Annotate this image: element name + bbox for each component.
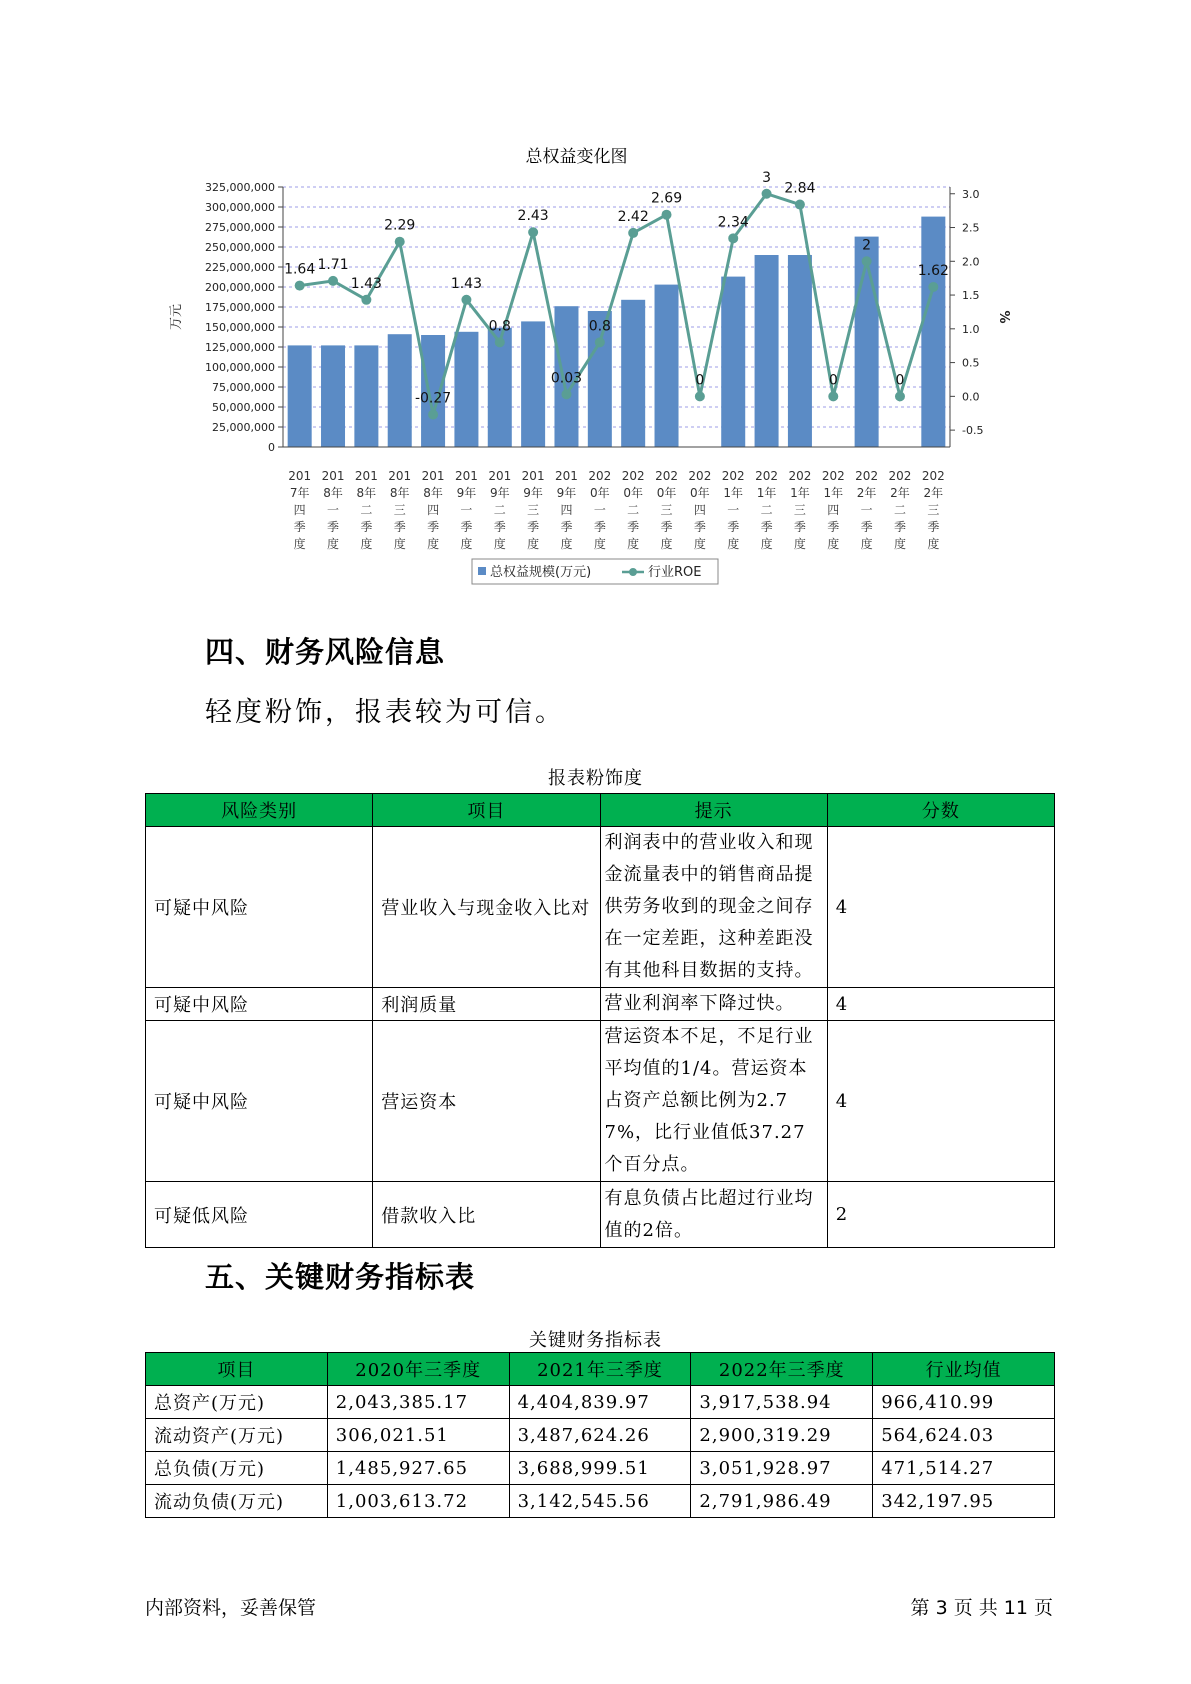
x-tick-label: 度 xyxy=(393,537,406,551)
bar xyxy=(388,334,412,447)
y-tick-label: 25,000,000 xyxy=(212,421,275,434)
y2-tick-label: -0.5 xyxy=(962,424,984,438)
chart-title: 总权益变化图 xyxy=(525,147,628,167)
roe-data-label: 2.84 xyxy=(784,180,816,197)
x-tick-label: 季 xyxy=(527,520,540,534)
y-tick-label: 75,000,000 xyxy=(212,381,275,394)
equity-chart xyxy=(160,140,1040,600)
roe-data-label: -0.27 xyxy=(414,390,452,407)
bar xyxy=(755,255,779,447)
x-tick-label: 201 xyxy=(354,469,378,483)
x-tick-label: 三 xyxy=(660,503,673,517)
x-tick-label: 度 xyxy=(827,537,840,551)
x-tick-label: 9年 xyxy=(556,486,577,500)
x-tick-label: 度 xyxy=(327,537,340,551)
x-tick-label: 202 xyxy=(821,469,845,483)
risk-category: 可疑低风险 xyxy=(146,1182,373,1248)
x-tick-label: 三 xyxy=(393,503,406,517)
legend-line-marker xyxy=(629,568,637,576)
x-tick-label: 三 xyxy=(927,503,940,517)
risk-hint: 利润表中的营业收入和现金流量表中的销售商品提供劳务收到的现金之间存在一定差距，这种差距没有其他科目数据的支持。 xyxy=(600,827,827,988)
x-tick-label: 季 xyxy=(293,520,306,534)
roe-data-label: 2 xyxy=(862,237,872,254)
x-tick-label: 季 xyxy=(693,520,706,534)
x-tick-label: 度 xyxy=(727,537,740,551)
x-tick-label: 度 xyxy=(593,537,606,551)
x-tick-label: 度 xyxy=(293,537,306,551)
x-tick-label: 季 xyxy=(427,520,440,534)
x-tick-label: 201 xyxy=(454,469,478,483)
table-row xyxy=(146,1182,1055,1248)
x-tick-label: 8年 xyxy=(356,486,377,500)
x-tick-label: 8年 xyxy=(389,486,410,500)
x-tick-label: 201 xyxy=(488,469,512,483)
x-tick-label: 201 xyxy=(321,469,345,483)
legend-bar-label: 总权益规模(万元) xyxy=(490,565,592,580)
kpi-label: 流动资产(万元) xyxy=(146,1419,328,1452)
roe-point xyxy=(762,189,772,199)
x-tick-label: 2年 xyxy=(890,486,910,500)
y-tick-label: 0 xyxy=(268,441,275,454)
x-tick-label: 一 xyxy=(860,503,873,517)
y2-tick-label: 0.0 xyxy=(962,390,980,404)
x-tick-label: 1年 xyxy=(756,486,777,500)
kpi-value: 2,791,986.49 xyxy=(691,1485,873,1518)
x-tick-label: 一 xyxy=(727,503,740,517)
header-cell: 2021年三季度 xyxy=(509,1353,691,1386)
x-tick-label: 202 xyxy=(655,469,678,483)
roe-data-label: 1.43 xyxy=(450,275,483,292)
x-tick-label: 202 xyxy=(721,469,745,483)
x-tick-label: 度 xyxy=(493,537,506,551)
x-tick-label: 四 xyxy=(693,503,706,517)
x-tick-label: 202 xyxy=(588,469,612,483)
risk-table xyxy=(145,793,1055,1248)
header-cell: 2022年三季度 xyxy=(691,1353,873,1386)
bar xyxy=(921,217,945,447)
roe-point xyxy=(528,227,538,237)
roe-point xyxy=(695,391,705,401)
risk-hint: 营业利润率下降过快。 xyxy=(600,988,827,1021)
x-tick-label: 0年 xyxy=(690,486,710,500)
x-tick-label: 三 xyxy=(527,503,540,517)
x-tick-label: 8年 xyxy=(423,486,443,500)
risk-table-header xyxy=(146,794,1055,827)
table-row xyxy=(146,1386,1055,1419)
legend-bar-swatch xyxy=(478,567,486,575)
roe-data-label: 3 xyxy=(762,169,772,186)
x-tick-label: 0年 xyxy=(656,486,677,500)
x-tick-label: 1年 xyxy=(823,486,844,500)
y2-axis-label: % xyxy=(996,310,1011,324)
roe-point xyxy=(495,337,505,347)
y-axis-label: 万元 xyxy=(169,303,184,331)
bar xyxy=(788,255,812,447)
table-row xyxy=(146,988,1055,1021)
x-tick-label: 度 xyxy=(627,537,640,551)
y-tick-label: 250,000,000 xyxy=(205,241,275,254)
x-tick-label: 202 xyxy=(755,469,779,483)
roe-point xyxy=(428,410,438,420)
x-tick-label: 201 xyxy=(521,469,545,483)
roe-point xyxy=(662,210,672,220)
y2-tick-label: 1.5 xyxy=(962,289,980,303)
y-tick-label: 300,000,000 xyxy=(205,201,275,214)
x-tick-label: 季 xyxy=(460,520,473,534)
roe-data-label: 2.34 xyxy=(717,214,749,231)
bar xyxy=(288,345,312,447)
y2-tick-label: 2.5 xyxy=(962,221,980,235)
roe-point xyxy=(361,295,371,305)
x-tick-label: 度 xyxy=(360,537,373,551)
y-tick-label: 200,000,000 xyxy=(205,281,275,294)
x-tick-label: 201 xyxy=(288,469,312,483)
x-tick-label: 二 xyxy=(760,503,773,517)
x-tick-label: 202 xyxy=(788,469,812,483)
risk-table-caption: 报表粉饰度 xyxy=(548,768,643,789)
roe-point xyxy=(628,228,638,238)
risk-category: 可疑中风险 xyxy=(146,827,373,988)
footer-left: 内部资料，妥善保管 xyxy=(145,1597,317,1619)
x-tick-label: 季 xyxy=(327,520,340,534)
x-tick-label: 二 xyxy=(893,503,906,517)
roe-point xyxy=(295,281,305,291)
x-tick-label: 度 xyxy=(660,537,673,551)
kpi-value: 342,197.95 xyxy=(873,1485,1055,1518)
header-cell: 提示 xyxy=(600,794,827,827)
x-tick-label: 201 xyxy=(555,469,578,483)
header-cell: 分数 xyxy=(827,794,1054,827)
roe-data-label: 1.64 xyxy=(284,261,316,278)
table-row xyxy=(146,827,1055,988)
header-cell: 风险类别 xyxy=(146,794,373,827)
risk-score: 4 xyxy=(827,1021,1054,1182)
table-row xyxy=(146,1485,1055,1518)
x-tick-label: 季 xyxy=(727,520,740,534)
x-tick-label: 季 xyxy=(860,520,873,534)
bar xyxy=(321,345,345,447)
kpi-value: 2,043,385.17 xyxy=(327,1386,509,1419)
x-tick-label: 0年 xyxy=(623,486,643,500)
x-tick-label: 2年 xyxy=(856,486,877,500)
x-tick-label: 度 xyxy=(860,537,873,551)
roe-data-label: 0.8 xyxy=(488,318,511,335)
x-tick-label: 一 xyxy=(460,503,473,517)
x-tick-label: 度 xyxy=(427,537,440,551)
roe-data-label: 0.03 xyxy=(550,370,583,387)
kpi-value: 1,003,613.72 xyxy=(327,1485,509,1518)
table-row xyxy=(146,1021,1055,1182)
x-tick-label: 0年 xyxy=(590,486,610,500)
roe-data-label: 0.8 xyxy=(588,318,611,335)
y2-tick-label: 2.0 xyxy=(962,255,980,269)
y-tick-label: 50,000,000 xyxy=(212,401,275,414)
x-tick-label: 度 xyxy=(460,537,473,551)
kpi-value: 3,487,624.26 xyxy=(509,1419,691,1452)
kpi-value: 564,624.03 xyxy=(873,1419,1055,1452)
x-tick-label: 9年 xyxy=(489,486,510,500)
roe-point xyxy=(862,256,872,266)
kpi-table-header xyxy=(146,1353,1055,1386)
kpi-value: 306,021.51 xyxy=(327,1419,509,1452)
bar xyxy=(354,345,378,447)
x-tick-label: 度 xyxy=(793,537,806,551)
roe-data-label: 2.29 xyxy=(384,217,416,234)
x-tick-label: 季 xyxy=(493,520,506,534)
risk-score: 4 xyxy=(827,988,1054,1021)
roe-point xyxy=(928,282,938,292)
y-tick-label: 325,000,000 xyxy=(205,181,275,194)
x-tick-label: 202 xyxy=(621,469,645,483)
x-tick-label: 季 xyxy=(393,520,406,534)
x-tick-label: 度 xyxy=(527,537,540,551)
x-tick-label: 度 xyxy=(760,537,773,551)
bar xyxy=(655,285,679,447)
risk-hint: 营运资本不足，不足行业平均值的1/4。营运资本占资产总额比例为2.77%，比行业值低37.27个百分点。 xyxy=(600,1021,827,1182)
risk-item: 营业收入与现金收入比对 xyxy=(373,827,600,988)
header-cell: 项目 xyxy=(373,794,600,827)
x-tick-label: 度 xyxy=(893,537,906,551)
bar xyxy=(621,300,645,447)
x-tick-label: 季 xyxy=(627,520,640,534)
y-tick-label: 175,000,000 xyxy=(205,301,275,314)
roe-point xyxy=(828,391,838,401)
x-tick-label: 度 xyxy=(560,537,573,551)
table-row xyxy=(146,1452,1055,1485)
x-tick-label: 二 xyxy=(493,503,506,517)
roe-data-label: 1.71 xyxy=(317,256,349,273)
roe-point xyxy=(561,389,571,399)
risk-item: 借款收入比 xyxy=(373,1182,600,1248)
risk-category: 可疑中风险 xyxy=(146,1021,373,1182)
roe-data-label: 2.42 xyxy=(617,208,649,225)
risk-hint: 有息负债占比超过行业均值的2倍。 xyxy=(600,1182,827,1248)
kpi-value: 1,485,927.65 xyxy=(327,1452,509,1485)
x-tick-label: 201 xyxy=(421,469,445,483)
kpi-value: 471,514.27 xyxy=(873,1452,1055,1485)
x-tick-label: 202 xyxy=(888,469,912,483)
x-tick-label: 二 xyxy=(360,503,373,517)
x-tick-label: 季 xyxy=(760,520,773,534)
risk-score: 4 xyxy=(827,827,1054,988)
x-tick-label: 度 xyxy=(927,537,940,551)
bar xyxy=(721,277,745,447)
risk-score: 2 xyxy=(827,1182,1054,1248)
x-tick-label: 1年 xyxy=(723,486,744,500)
y-tick-label: 150,000,000 xyxy=(205,321,275,334)
kpi-table xyxy=(145,1352,1055,1518)
x-tick-label: 202 xyxy=(921,469,945,483)
section5-heading: 五、关键财务指标表 xyxy=(205,1260,476,1294)
x-tick-label: 8年 xyxy=(323,486,343,500)
x-tick-label: 201 xyxy=(388,469,412,483)
x-tick-label: 四 xyxy=(827,503,840,517)
bar xyxy=(855,237,879,447)
roe-data-label: 1.43 xyxy=(350,275,382,292)
table-row xyxy=(146,1419,1055,1452)
risk-item: 营运资本 xyxy=(373,1021,600,1182)
section4-heading: 四、财务风险信息 xyxy=(205,635,446,669)
kpi-label: 流动负债(万元) xyxy=(146,1485,328,1518)
kpi-value: 2,900,319.29 xyxy=(691,1419,873,1452)
roe-data-label: 0 xyxy=(828,372,838,389)
roe-point xyxy=(461,295,471,305)
x-tick-label: 7年 xyxy=(289,486,310,500)
x-tick-label: 季 xyxy=(593,520,606,534)
x-tick-label: 2年 xyxy=(923,486,944,500)
roe-data-label: 1.62 xyxy=(917,262,949,279)
x-tick-label: 9年 xyxy=(523,486,543,500)
y2-tick-label: 3.0 xyxy=(962,187,980,201)
roe-point xyxy=(895,391,905,401)
x-tick-label: 季 xyxy=(793,520,806,534)
x-tick-label: 9年 xyxy=(456,486,477,500)
x-tick-label: 一 xyxy=(593,503,606,517)
roe-data-label: 0 xyxy=(895,372,905,389)
kpi-value: 3,142,545.56 xyxy=(509,1485,691,1518)
y-tick-label: 275,000,000 xyxy=(205,221,275,234)
x-tick-label: 四 xyxy=(560,503,573,517)
x-tick-label: 季 xyxy=(893,520,906,534)
kpi-value: 966,410.99 xyxy=(873,1386,1055,1419)
kpi-value: 3,688,999.51 xyxy=(509,1452,691,1485)
kpi-label: 总资产(万元) xyxy=(146,1386,328,1419)
roe-point xyxy=(595,337,605,347)
x-tick-label: 202 xyxy=(688,469,712,483)
header-cell: 项目 xyxy=(146,1353,328,1386)
x-tick-label: 一 xyxy=(327,503,340,517)
x-tick-label: 四 xyxy=(427,503,440,517)
roe-data-label: 0 xyxy=(695,372,705,389)
kpi-value: 3,051,928.97 xyxy=(691,1452,873,1485)
x-tick-label: 度 xyxy=(693,537,706,551)
y2-tick-label: 0.5 xyxy=(962,356,980,370)
roe-data-label: 2.43 xyxy=(517,208,549,225)
x-tick-label: 二 xyxy=(627,503,640,517)
roe-point xyxy=(395,237,405,247)
roe-point xyxy=(328,276,338,286)
chart-svg xyxy=(160,140,1040,600)
roe-point xyxy=(728,233,738,243)
kpi-value: 4,404,839.97 xyxy=(509,1386,691,1419)
bar xyxy=(521,321,545,447)
footer-right: 第 3 页 共 11 页 xyxy=(910,1597,1053,1619)
x-tick-label: 季 xyxy=(660,520,673,534)
x-tick-label: 202 xyxy=(855,469,879,483)
x-tick-label: 四 xyxy=(293,503,306,517)
x-tick-label: 三 xyxy=(793,503,806,517)
kpi-value: 3,917,538.94 xyxy=(691,1386,873,1419)
y-tick-label: 225,000,000 xyxy=(205,261,275,274)
risk-item: 利润质量 xyxy=(373,988,600,1021)
x-tick-label: 季 xyxy=(360,520,373,534)
legend-line-label: 行业ROE xyxy=(648,565,702,580)
roe-point xyxy=(795,200,805,210)
x-tick-label: 季 xyxy=(827,520,840,534)
header-cell: 2020年三季度 xyxy=(327,1353,509,1386)
x-tick-label: 1年 xyxy=(790,486,810,500)
y-tick-label: 125,000,000 xyxy=(205,341,275,354)
kpi-label: 总负债(万元) xyxy=(146,1452,328,1485)
y2-tick-label: 1.0 xyxy=(962,322,980,336)
section4-paragraph: 轻度粉饰，报表较为可信。 xyxy=(205,697,565,728)
roe-data-label: 2.69 xyxy=(650,190,683,207)
y-tick-label: 100,000,000 xyxy=(205,361,275,374)
kpi-table-caption: 关键财务指标表 xyxy=(529,1330,662,1351)
risk-category: 可疑中风险 xyxy=(146,988,373,1021)
x-tick-label: 季 xyxy=(927,520,940,534)
x-tick-label: 季 xyxy=(560,520,573,534)
bar xyxy=(454,332,478,447)
header-cell: 行业均值 xyxy=(873,1353,1055,1386)
